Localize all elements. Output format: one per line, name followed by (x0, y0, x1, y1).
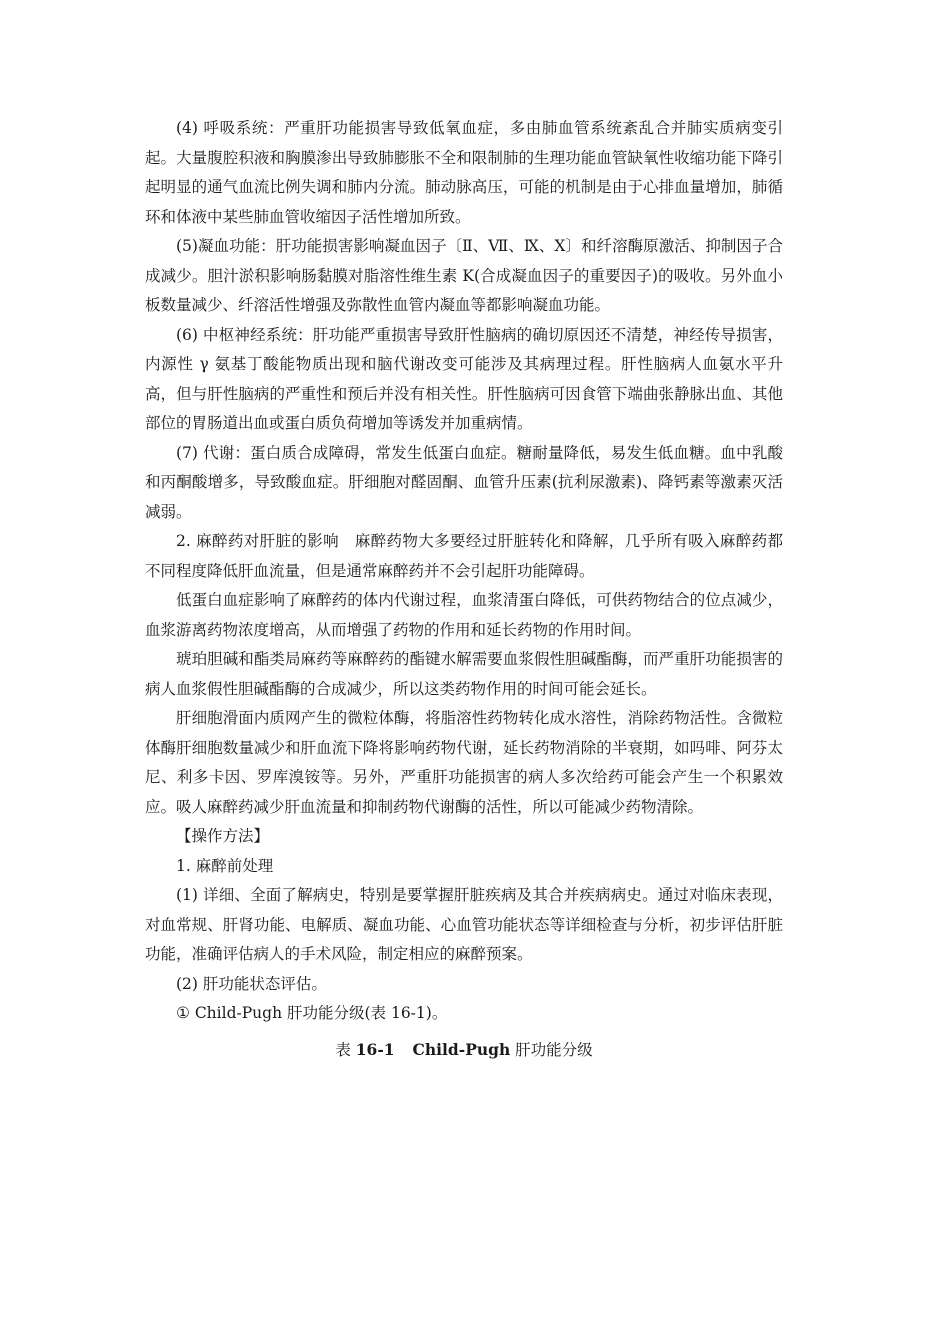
table-caption (145, 1035, 783, 1066)
paragraph-history: (1) 详细、全面了解病史，特别是要掌握肝脏疾病及其合并疾病病史。通过对临床表现，对血常规、肝肾功能、电解质、凝血功能、心血管功能状态等详细检查与分析，初步评估肝脏功能，准确评估病人的手术风险，制定相应的麻醉预案。 (145, 886, 783, 963)
paragraph-coagulation: (5)凝血功能：肝功能损害影响凝血因子〔Ⅱ、Ⅶ、Ⅸ、Ⅹ〕和纤溶酶原激活、抑制因子合成减少。胆汁淤积影响肠黏膜对脂溶性维生素 K(合成凝血因子的重要因子)的吸收。另外血小板数量减少、纤溶活性增强及弥散性血管内凝血等都影响凝血功能。 (145, 237, 783, 314)
subheading-preanesthesia: 1. 麻醉前处理 (176, 856, 274, 875)
paragraph-cns: (6) 中枢神经系统：肝功能严重损害导致肝性脑病的确切原因还不清楚，神经传导损害，内源性 γ 氨基丁酸能物质出现和脑代谢改变可能涉及其病理过程。肝性脑病人血氨水平升高，但与肝性脑病的严重性和预后并没有相关性。肝性脑病可因食管下端曲张静脉出血、其他部位的胃肠道出血或蛋白质负荷增加等诱发并加重病情。 (145, 325, 783, 432)
paragraph-child-pugh: ① Child-Pugh 肝功能分级(表 16-1)。 (176, 1004, 448, 1022)
paragraph-metabolism: (7) 代谢：蛋白质合成障碍，常发生低蛋白血症。糖耐量降低，易发生低血糖。血中乳酸和丙酮酸增多，导致酸血症。肝细胞对醛固酮、血管升压素(抗利尿激素)、降钙素等激素灭活减弱。 (145, 443, 783, 521)
paragraph-hypoalbuminemia: 低蛋白血症影响了麻醉药的体内代谢过程，血浆清蛋白降低，可供药物结合的位点减少，血浆游离药物浓度增高，从而增强了药物的作用和延长药物的作用时间。 (145, 591, 783, 639)
paragraph-respiratory: (4) 呼吸系统：严重肝功能损害导致低氧血症，多由肺血管系统紊乱合并肺实质病变引起。大量腹腔积液和胸膜渗出导致肺膨胀不全和限制肺的生理功能血管缺氧性收缩功能下降引起明显的通气血流比例失调和肺内分流。肺动脉高压，可能的机制是由于心排血量增加，肺循环和体液中某些肺血管收缩因子活性增加所致。 (145, 119, 783, 226)
paragraph-liver-assessment: (2) 肝功能状态评估。 (176, 974, 327, 993)
caption-number: 16-1 (355, 1039, 395, 1059)
document-page (145, 114, 783, 1065)
section-heading-methods: 【操作方法】 (176, 827, 270, 845)
paragraph-succinylcholine: 琥珀胆碱和酯类局麻药等麻醉药的酯键水解需要血浆假性胆碱酯酶，而严重肝功能损害的病人血浆假性胆碱酯酶的合成减少，所以这类药物作用的时间可能会延长。 (145, 650, 783, 698)
paragraph-microsomal-enzymes: 肝细胞滑面内质网产生的微粒体酶，将脂溶性药物转化成水溶性，消除药物活性。含微粒体酶肝细胞数量减少和肝血流下降将影响药物代谢，延长药物消除的半衰期，如吗啡、阿芬太尼、利多卡因、罗库溴铵等。另外，严重肝功能损害的病人多次给药可能会产生一个积累效应。吸人麻醉药减少肝血流量和抑制药物代谢酶的活性，所以可能减少药物清除。 (145, 709, 783, 816)
paragraph-anesthetic-effects: 2. 麻醉药对肝脏的影响 麻醉药物大多要经过肝脏转化和降解，几乎所有吸入麻醉药都不同程度降低肝血流量，但是通常麻醉药并不会引起肝功能障碍。 (145, 532, 783, 580)
caption-prefix: 表 (335, 1040, 356, 1059)
caption-title-bold: Child-Pugh (412, 1039, 511, 1059)
caption-title-rest: 肝功能分级 (510, 1040, 593, 1059)
